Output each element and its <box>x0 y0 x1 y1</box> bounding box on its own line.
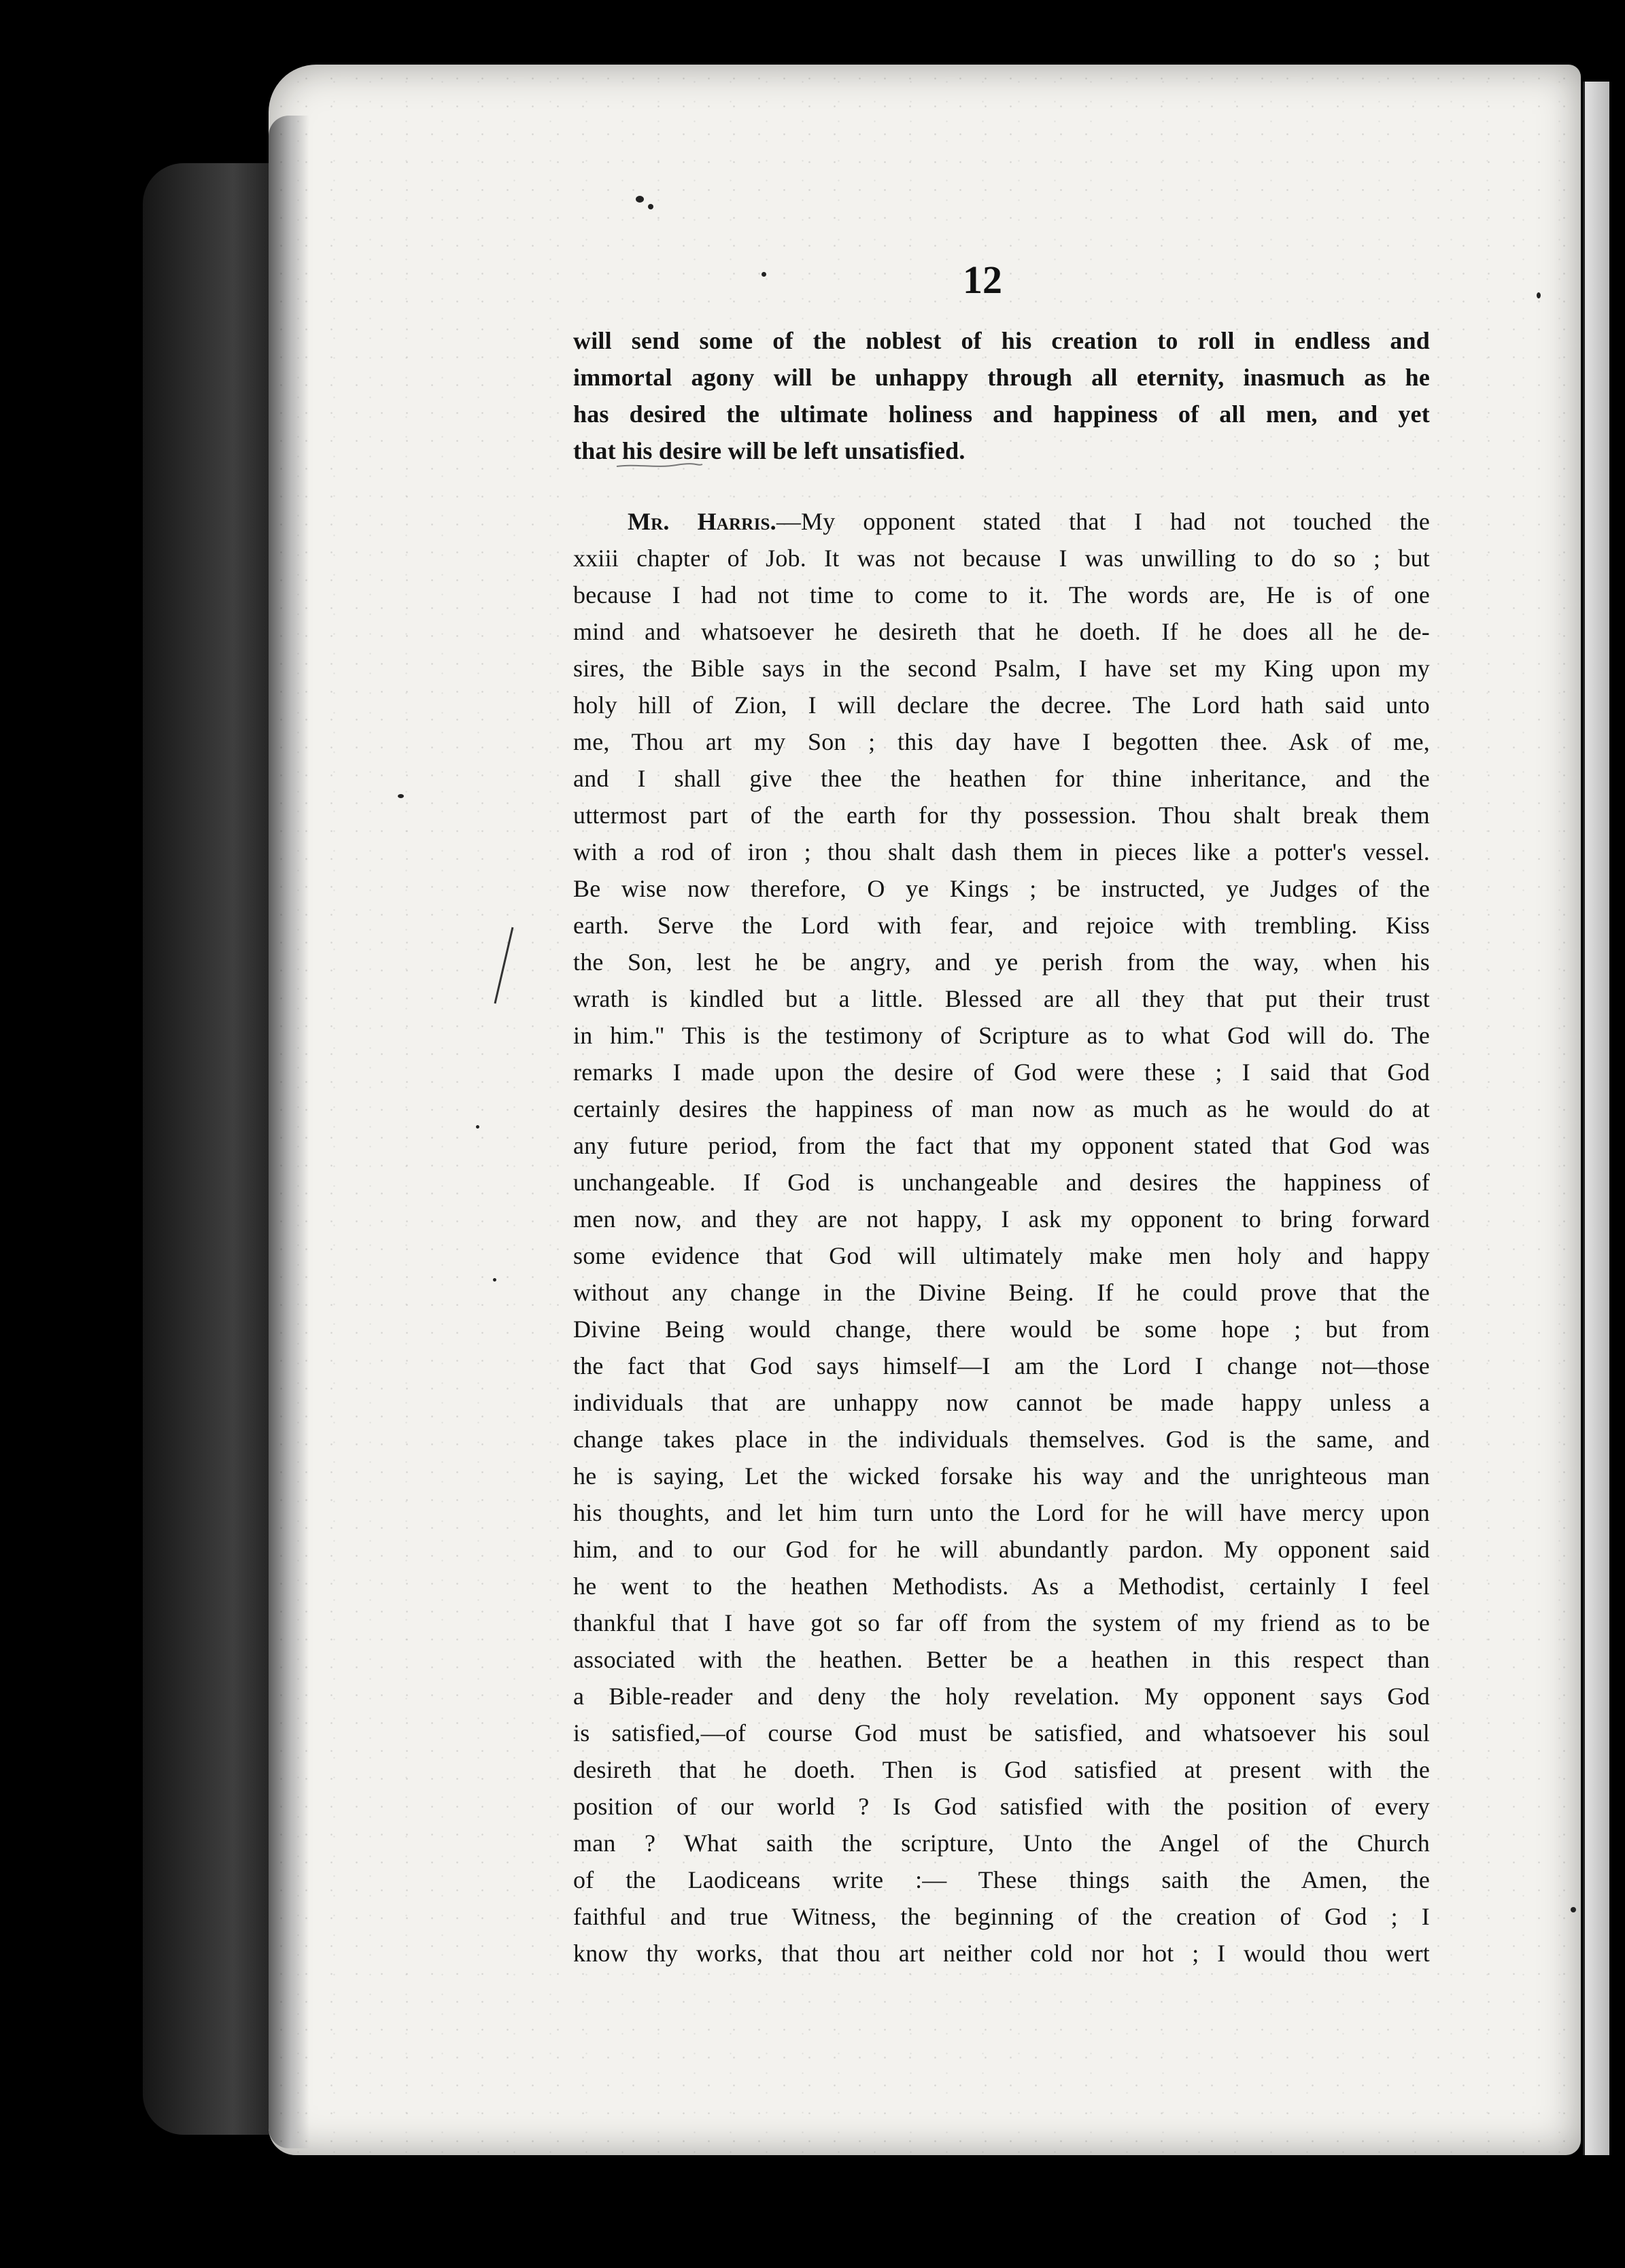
text-line: earth. Serve the Lord with fear, and rejoice with trembling. Kiss <box>573 912 1430 939</box>
text-line: in him." This is the testimony of Scripture as to what God will do. The <box>573 1022 1430 1049</box>
text-line: know thy works, that thou art neither cold nor hot ; I would thou wert <box>573 1940 1430 1967</box>
text-line: that his desire will be left unsatisfied. <box>573 437 965 464</box>
text-line: change takes place in the individuals themselves. God is the same, and <box>573 1426 1430 1453</box>
text-line: any future period, from the fact that my opponent stated that God was <box>573 1132 1430 1159</box>
gutter-shadow <box>269 116 309 2148</box>
text-line: Divine Being would change, there would be some hope ; but from <box>573 1316 1430 1343</box>
pencil-underline-mark <box>615 460 704 470</box>
page-number: 12 <box>963 258 1002 302</box>
text-line: xxiii chapter of Job. It was not because I was unwilling to do so ; but <box>573 545 1430 572</box>
ink-spot <box>762 272 766 277</box>
text-line: a Bible-reader and deny the holy revelation. My opponent says God <box>573 1683 1430 1710</box>
ink-spot <box>1571 1907 1576 1912</box>
text-line: of the Laodiceans write :— These things saith the Amen, the <box>573 1866 1430 1893</box>
text-line: him, and to our God for he will abundantly pardon. My opponent said <box>573 1536 1430 1563</box>
text-line: uttermost part of the earth for thy possession. Thou shalt break them <box>573 802 1430 829</box>
text-line: the Son, lest he be angry, and ye perish from the way, when his <box>573 948 1430 976</box>
text-line: because I had not time to come to it. The words are, He is of one <box>573 581 1430 608</box>
text-line: sires, the Bible says in the second Psalm, I have set my King upon my <box>573 655 1430 682</box>
text-line: individuals that are unhappy now cannot be made happy unless a <box>573 1389 1430 1416</box>
ink-spot <box>636 196 644 203</box>
text-line: associated with the heathen. Better be a heathen in this respect than <box>573 1646 1430 1673</box>
text-line: me, Thou art my Son ; this day have I begotten thee. Ask of me, <box>573 728 1430 755</box>
text-line: thankful that I have got so far off from the system of my friend as to be <box>573 1609 1430 1636</box>
text-line: men now, and they are not happy, I ask my opponent to bring forward <box>573 1205 1430 1233</box>
ink-spot <box>648 204 653 209</box>
ink-spot <box>398 794 404 798</box>
text-line: certainly desires the happiness of man now as much as he would do at <box>573 1095 1430 1122</box>
text-line: mind and whatsoever he desireth that he doeth. If he does all he de- <box>573 618 1430 645</box>
text-line: holy hill of Zion, I will declare the decree. The Lord hath said unto <box>573 691 1430 719</box>
page-edge <box>1583 82 1609 2155</box>
text-line: with a rod of iron ; thou shalt dash them in pieces like a potter's vessel. <box>573 838 1430 865</box>
pencil-margin-stroke <box>490 925 517 1006</box>
text-line: immortal agony will be unhappy through all eternity, inasmuch as he <box>573 364 1430 391</box>
text-line: without any change in the Divine Being. If he could prove that the <box>573 1279 1430 1306</box>
text-line: wrath is kindled but a little. Blessed are all they that put their trust <box>573 985 1430 1012</box>
text-line: he went to the heathen Methodists. As a Methodist, certainly I feel <box>573 1573 1430 1600</box>
text-line: faithful and true Witness, the beginning of the creation of God ; I <box>573 1903 1430 1930</box>
ink-spot <box>476 1125 479 1129</box>
adjacent-page-shadow <box>143 163 272 2135</box>
text-line: and I shall give thee the heathen for thine inheritance, and the <box>573 765 1430 792</box>
text-line: desireth that he doeth. Then is God satisfied at present with the <box>573 1756 1430 1783</box>
text-line: Be wise now therefore, O ye Kings ; be instructed, ye Judges of the <box>573 875 1430 902</box>
text-line: has desired the ultimate holiness and happiness of all men, and yet <box>573 400 1430 428</box>
ink-spot <box>1537 292 1541 298</box>
text-line: man ? What saith the scripture, Unto the Angel of the Church <box>573 1829 1430 1857</box>
text-line: is satisfied,—of course God must be satisfied, and whatsoever his soul <box>573 1719 1430 1747</box>
continuation-paragraph <box>573 322 1430 469</box>
text-line: position of our world ? Is God satisfied with the position of every <box>573 1793 1430 1820</box>
text-line: some evidence that God will ultimately make men holy and happy <box>573 1242 1430 1269</box>
text-line: remarks I made upon the desire of God were these ; I said that God <box>573 1059 1430 1086</box>
text-line: will send some of the noblest of his creation to roll in endless and <box>573 327 1430 354</box>
text-line: his thoughts, and let him turn unto the Lord for he will have mercy upon <box>573 1499 1430 1526</box>
speech-text: —My opponent stated that I had not touched the <box>776 508 1431 535</box>
text-line <box>573 503 1430 540</box>
text-line: unchangeable. If God is unchangeable and desires the happiness of <box>573 1169 1430 1196</box>
ink-spot <box>493 1278 496 1282</box>
harris-speech-paragraph <box>573 503 1430 1972</box>
text-line: he is saying, Let the wicked forsake his way and the unrighteous man <box>573 1462 1430 1490</box>
text-line: the fact that God says himself—I am the Lord I change not—those <box>573 1352 1430 1379</box>
speaker-name: Mr. Harris. <box>628 508 776 535</box>
